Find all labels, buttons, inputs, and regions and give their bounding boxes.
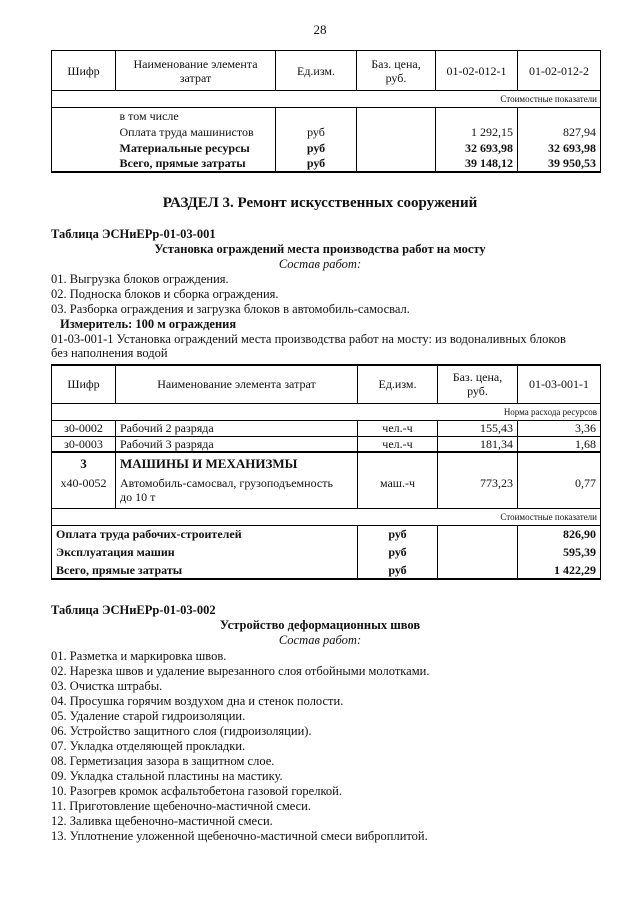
- table1-desc-line2: без наполнения водой: [51, 346, 168, 360]
- header-col-2: 01-02-012-2: [518, 51, 601, 91]
- header-name: Наименование элемента затрат: [116, 51, 276, 91]
- section-title: РАЗДЕЛ 3. Ремонт искусственных сооружений: [162, 195, 478, 211]
- table-row: х40-0052 Автомобиль-самосвал, грузоподъемность до 10 т маш.-ч 773,23 0,77: [52, 474, 601, 508]
- list-item: 10. Разогрев кромок асфальтобетона газовой горелкой.: [51, 784, 342, 798]
- top-cost-table: [51, 50, 601, 173]
- page-number: 28: [313, 22, 327, 37]
- list-item: 13. Уплотнение уложенной щебеночно-мастичной смеси виброплитой.: [51, 829, 428, 843]
- list-item: 01. Разметка и маркировка швов.: [51, 649, 227, 663]
- list-item: 08. Герметизация зазора в защитном слое.: [51, 754, 275, 768]
- table1-composition-label: Состав работ:: [278, 257, 362, 271]
- header-unit: Ед.изм.: [276, 51, 357, 91]
- list-item: 09. Укладка стальной пластины на мастику.: [51, 769, 283, 783]
- list-item: 04. Просушка горячим воздухом дна и стенок полости.: [51, 694, 344, 708]
- band-cost-indicators: Стоимостные показатели: [52, 508, 601, 525]
- row-name: Материальные ресурсы: [119, 140, 250, 155]
- row-name: Всего, прямые затраты: [116, 156, 276, 172]
- header-col-1: 01-03-001-1: [518, 365, 601, 403]
- header-base-price: Баз. цена, руб.: [438, 365, 518, 403]
- table-row: [52, 108, 601, 124]
- list-item: 11. Приготовление щебеночно-мастичной смеси.: [51, 799, 311, 813]
- list-item: 02. Нарезка швов и удаление вырезанного слоя отбойными молотками.: [51, 664, 430, 678]
- table-row: з0-0003 Рабочий 3 разряда чел.-ч 181,34 1,68: [52, 436, 601, 452]
- list-item: 03. Разборка ограждения и загрузка блоков в автомобиль-самосвал.: [51, 302, 410, 316]
- header-code: Шифр: [52, 365, 116, 403]
- table1-id: Таблица ЭСНиЕРр-01-03-001: [51, 227, 216, 241]
- header-base-price: Баз. цена, руб.: [357, 51, 436, 91]
- row-name: в том числе: [119, 108, 179, 123]
- machines-title: МАШИНЫ И МЕХАНИЗМЫ: [116, 452, 358, 474]
- table-row: Всего, прямые затраты руб 1 422,29: [52, 561, 601, 579]
- list-item: 01. Выгрузка блоков ограждения.: [51, 272, 229, 286]
- list-item: 02. Подноска блоков и сборка ограждения.: [51, 287, 279, 301]
- table1-desc-line1: 01-03-001-1 Установка ограждений места производства работ на мосту: из водоналивных блоков: [51, 332, 566, 346]
- machines-code: 3: [52, 452, 116, 474]
- table2-id: Таблица ЭСНиЕРр-01-03-002: [51, 603, 216, 617]
- header-code: Шифр: [52, 51, 116, 91]
- table2-composition-label: Состав работ:: [278, 633, 362, 647]
- list-item: 03. Очистка штрабы.: [51, 679, 163, 693]
- table2-title: Устройство деформационных швов: [219, 618, 421, 632]
- table-row: Оплата труда машинистов руб 1 292,15 827,94: [52, 124, 601, 140]
- band-resource-norm: Норма расхода ресурсов: [52, 403, 601, 420]
- table-row: Оплата труда рабочих-строителей руб 826,90: [52, 525, 601, 543]
- table-row: Материальные ресурсы руб 32 693,98 32 693,98: [52, 140, 601, 156]
- band-cost-indicators: Стоимостные показатели: [52, 91, 601, 108]
- table2-works-list: [51, 649, 429, 844]
- table-row: Эксплуатация машин руб 595,39: [52, 543, 601, 561]
- table-row: Всего, прямые затраты руб 39 148,12 39 950,53: [52, 156, 601, 172]
- table-row: [52, 452, 601, 474]
- header-unit: Ед.изм.: [358, 365, 438, 403]
- header-name: Наименование элемента затрат: [116, 365, 358, 403]
- list-item: 06. Устройство защитного слоя (гидроизоляции).: [51, 724, 312, 738]
- header-col-1: 01-02-012-1: [436, 51, 518, 91]
- list-item: 07. Укладка отделяющей прокладки.: [51, 739, 246, 753]
- list-item: 12. Заливка щебеночно-мастичной смеси.: [51, 814, 273, 828]
- table1-title: Установка ограждений места производства работ на мосту: [154, 242, 486, 256]
- list-item: 05. Удаление старой гидроизоляции.: [51, 709, 246, 723]
- table1-resources: [51, 364, 601, 580]
- row-name: Оплата труда машинистов: [119, 124, 254, 139]
- table1-measure: Измеритель: 100 м ограждения: [60, 317, 237, 331]
- table-row: з0-0002 Рабочий 2 разряда чел.-ч 155,43 3,36: [52, 420, 601, 436]
